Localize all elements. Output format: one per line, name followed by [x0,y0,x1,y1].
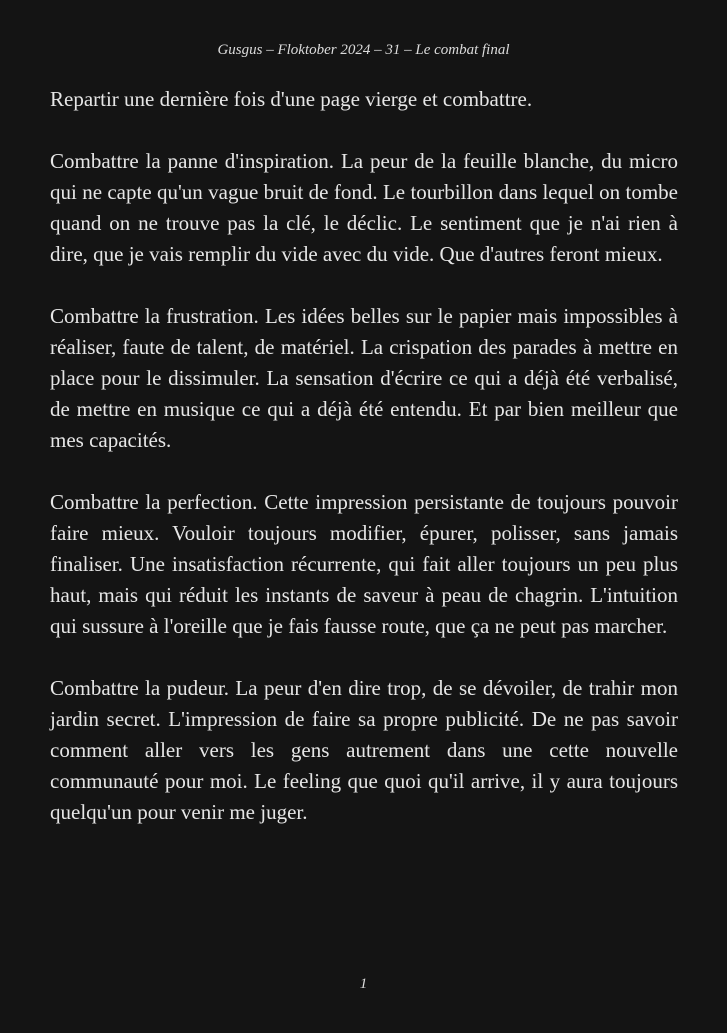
paragraph-pudeur: Combattre la pudeur. La peur d'en dire trop, de se dévoiler, de trahir mon jardin secret. L'impression de faire sa propre publicité. De ne pas savoir comment aller vers les gens autrement dans une cette nouvelle communauté pour moi. Le feeling que quoi qu'il arrive, il y aura toujours quelqu'un pour venir me juger. [50,676,678,824]
document-body [50,84,678,859]
page-number: 1 [359,976,368,992]
paragraph-intro: Repartir une dernière fois d'une page vierge et combattre. [50,87,533,111]
paragraph-perfection: Combattre la perfection. Cette impression persistante de toujours pouvoir faire mieux. Vouloir toujours modifier, épurer, polisser, sans jamais finaliser. Une insatisfaction récurrente, qui fait aller toujours un peu plus haut, mais qui réduit les instants de saveur à peau de chagrin. L'intuition qui sussure à l'oreille que je fais fausse route, que ça ne peut pas marcher. [50,490,678,638]
paragraph-frustration: Combattre la frustration. Les idées belles sur le papier mais impossibles à réaliser, faute de talent, de matériel. La crispation des parades à mettre en place pour le dissimuler. La sensation d'écrire ce qui a déjà été verbalisé, de mettre en musique ce qui a déjà été entendu. Et par bien meilleur que mes capacités. [50,304,678,452]
page-header-title: Gusgus – Floktober 2024 – 31 – Le combat final [217,42,510,58]
paragraph-inspiration: Combattre la panne d'inspiration. La peur de la feuille blanche, du micro qui ne capte qu'un vague bruit de fond. Le tourbillon dans lequel on tombe quand on ne trouve pas la clé, le déclic. Le sentiment que je n'ai rien à dire, que je vais remplir du vide avec du vide. Que d'autres feront mieux. [50,149,678,266]
